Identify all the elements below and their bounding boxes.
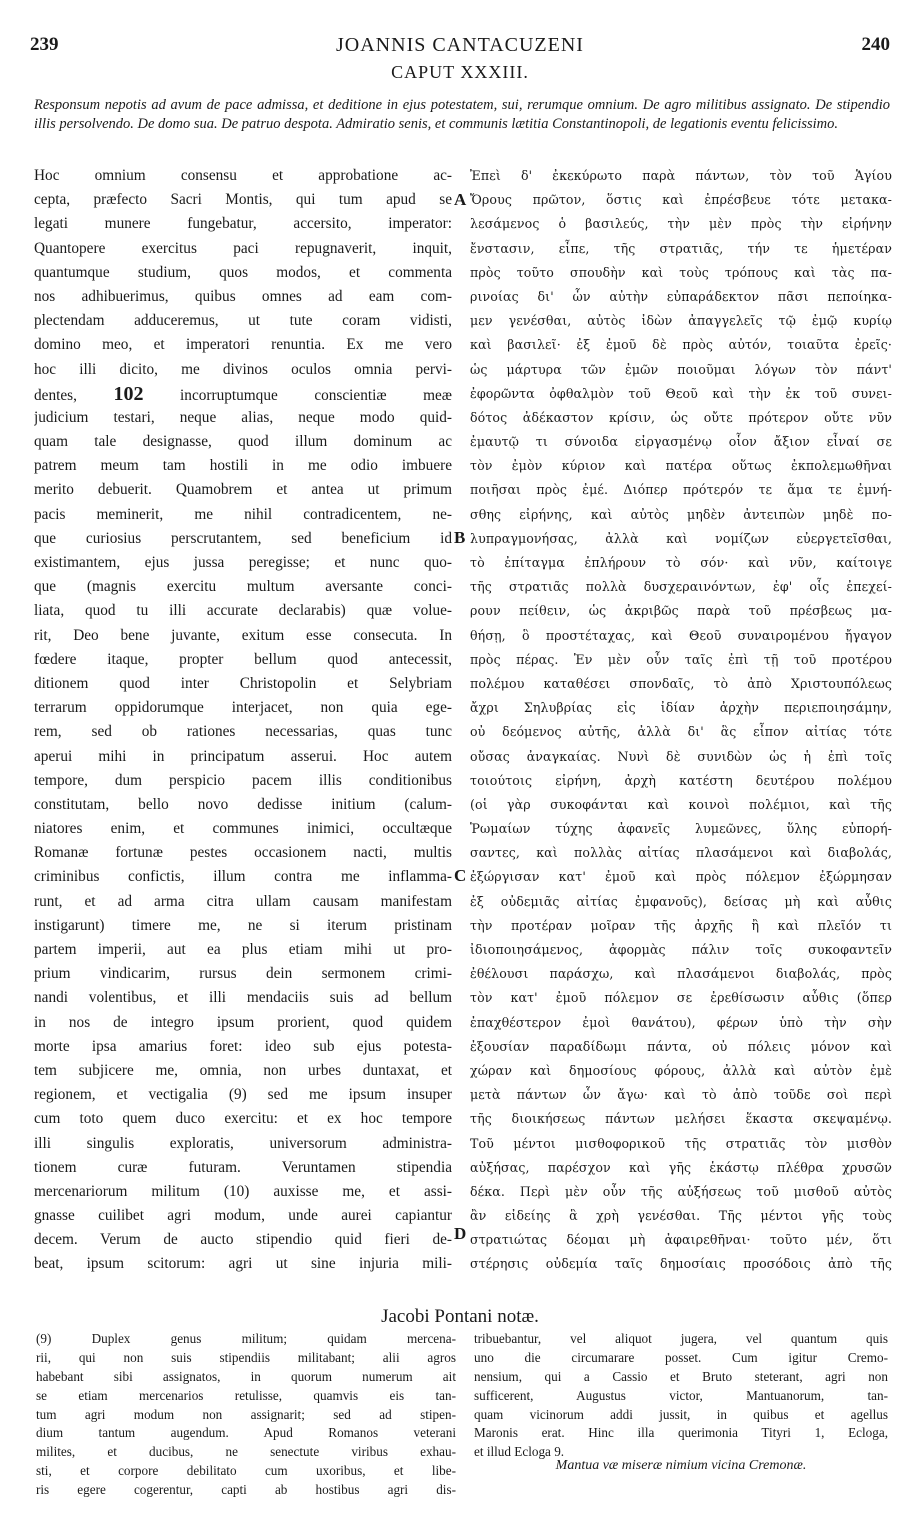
text-line: πολέμου καταθέσει σπονδαῖς, τὸ ἀπὸ Χριστουπόλεως [470,675,892,691]
text-line: mercenariorum militum (10) auxisse me, et assi- [34,1182,452,1200]
margin-letter-b: B [454,528,466,547]
text-line: tionem curæ futuram. Veruntamen stipendia [34,1158,452,1176]
margin-letter-c: C [454,866,467,885]
text-line: Τοῦ μέντοι μισθοφορικοῦ τῆς στρατιᾶς τὸν μισθὸν [470,1135,892,1151]
text-line: nandi volentibus, et illi mendaciis suis ad bellum [34,989,452,1007]
text-line: quantumque studium, quos modos, et commenta [34,263,452,281]
notes-left-column [36,1330,456,1500]
text-line: niatores enim, et communes inimici, occultæque [34,820,452,838]
text-line: ὡς μάρτυρα τῶν ἐμῶν ποιοῦμαι λόγων τὸν πάντ' [470,361,892,377]
text-line: Ἐπεὶ δ' ἐκεκύρωτο παρὰ πάντων, τὸν τοῦ Ἁγίου [470,168,892,183]
margin-letter-d: D [454,1224,467,1243]
text-line: partem imperii, aut ea plus etiam mihi ut pro- [34,941,452,958]
text-line: Quantopere exercitus paci repugnaverit, inquit, [34,239,452,257]
text-line: ρουν πείθειν, ὡς ἀκριβῶς παρὰ τοῦ πρέσβεως μα- [470,603,892,619]
text-line: οὔσας ἀναγκαίας. Νυνὶ δὲ συνιδὼν ὡς ἡ ἐπὶ τοῖς [470,748,892,764]
text-line: ἄχρι Σηλυβρίας εἰς ἰδίαν ἀρχὴν περιεποιησάμην, [470,700,892,716]
text-line: ἐμαυτῷ τι σύνοιδα εἰργασμένῳ οἷον ἄξιον εἶναί σε [470,434,892,450]
text-line: liata, quod tu illi accurate declarabis) quæ volue- [34,602,452,620]
text-line: que (magnis exercitu multum aversante conci- [34,578,452,596]
text-line: ἐφορῶντα ὀφθαλμὸν τοῦ Θεοῦ καὶ τὴν ἐκ τοῦ συνει- [470,385,892,401]
text-line: τὸν ἐμὸν κύριον καὶ πατέρα οὕτως ἐκπολεμωθῆναι [470,458,892,474]
note-line: milites, et ducibus, ne senectute viribus exhau- [36,1444,456,1460]
text-line: ποιῆσαι πρὸς ἐμέ. Διόπερ πρότερόν τε ἅμα τε ἐμνή- [470,482,892,498]
latin-text-column [34,164,452,1277]
text-line: στέρησις οὐδεμία ταῖς δημοσίαις προσόδοις ἀπὸ τῆς [470,1256,892,1272]
text-line: ρινοίας δι' ὧν αὐτὴν εὐπαράδεκτον πᾶσι πεποίηκα- [470,288,892,304]
text-fragment: incorruptumque conscientiæ meæ [143,386,452,404]
text-line: μεν γενέσθαι, αὐτὸς ἰδὼν ἀπαγγελεῖς τῷ ἐμῷ κυρίῳ [470,313,892,329]
text-line: decem. Verum de aucto stipendio quid fieri de- [34,1231,452,1249]
greek-text-column [470,164,892,1277]
text-line: αὐξήσας, παρέσχον καὶ γῆς ἑκάστῳ πλέθρα χρυσῶν [470,1159,892,1175]
text-line: τὴν προτέραν μοῖραν τῆς ἀρχῆς ἢ καὶ πλεῖόν τι [470,917,892,933]
text-line: aperui mihi in principatum asserui. Hoc autem [34,747,452,765]
text-line: Hoc omnium consensu et approbatione ac- [34,167,452,184]
note-line: Maronis erat. Hinc illa querimonia Tityri 1, Ecloga, [474,1425,888,1441]
text-fragment: dentes, [34,386,114,404]
note-line: sufficerent, Augustus victor, Mantuanorum, tan- [474,1387,888,1403]
text-line: legati munere fungebatur, accersito, imperator: [34,215,452,233]
page-number-left: 239 [30,34,59,55]
note-line: uno die circumarare posset. Cum igitur Cremo- [474,1349,888,1365]
chapter-heading: CAPUT XXXIII. [391,62,529,82]
text-line: regionem, et vectigalia (9) sed me ipsum insuper [34,1086,452,1104]
text-line: cum toto quem duco exercitu: et ex hoc tempore [34,1110,452,1128]
text-line: existimantem, ejus jussa peregisse; et nunc quo- [34,554,452,571]
note-line: dium tantum augendum. Apud Romanos veterani [36,1425,456,1441]
text-line: ἐπαχθέστερον ἐμοὶ θανάτου), φέρων ὑπὸ τὴν σὴν [470,1014,892,1030]
text-line: λεσάμενος ὁ βασιλεύς, τὴν μὲν πρὸς τὴν εἰρήνην [470,216,892,232]
text-line: οὐ δεόμενος αὐτῆς, ἀλλὰ δι' ἃς εἶπον αἰτίας τότε [470,724,892,740]
text-line: gnasse cuilibet agri modum, unde aurei capiantur [34,1207,452,1225]
note-line: ris egere cogerentur, capti ab hostibus agri dis- [36,1482,456,1498]
text-line: καὶ βασιλεῖ· ἐξ ἐμοῦ δὲ πρὸς αὐτόν, τοιαῦτα ἐρεῖς· [470,337,892,353]
note-line: se etiam mercenarios retulisse, quamvis eis tan- [36,1387,456,1403]
page-number-right: 240 [861,34,890,55]
text-line: στρατιώτας δέομαι μὴ ἀφαιρεθῆναι· τοῦτο μέν, ὅτι [470,1232,892,1248]
text-line: σθης εἰρήνης, καὶ αὐτὸς μηδὲν ἀντειπὼν μηδὲ πο- [470,506,892,522]
text-line: morte ipsa amarius foret: ideo sub ejus potesta- [34,1037,452,1055]
notes-right-column [474,1330,888,1462]
text-line: domino meo, et imperatori renuntia. Ex me vero [34,336,452,354]
running-title: JOANNIS CANTACUZENI [336,34,584,56]
text-line: instigarunt) timere me, ne si iterum pristinam [34,916,452,934]
text-line: pacis meminerit, me nihil contradicentem, ne- [34,505,452,523]
text-line: ἐξώργισαν κατ' ἐμοῦ καὶ πρὸς πόλεμον ἐξώρμησαν [470,869,892,885]
text-line: ἐθέλουσι παράσχω, καὶ πλασάμενοι διαβολάς, πρὸς [470,966,892,982]
text-line: τοιούτοις εἰρήνη, ἀρχὴ κατέστη δευτέρου πολέμου [470,772,892,788]
text-line: ἰδιοποιησάμενος, ἀφορμὰς πάλιν τοῖς συκοφαντεῖν [470,942,892,957]
page-marker-numeral: 102 [113,382,144,405]
text-line: in nos de integro ipsum prorient, quod quidem [34,1013,452,1031]
notes-title: Jacobi Pontani notæ. [381,1306,539,1327]
text-line: rit, Deo bene juvante, exitum esse consecuta. In [34,626,452,644]
text-line: ditionem quod inter Christopolin et Selybriam [34,674,452,692]
margin-letter-a: A [454,190,467,209]
text-line: hoc illi dicito, me divinos oculos omnia pervi- [34,360,452,378]
text-line: δότος ἀδέκαστον κρίσιν, ὡς οὔτε πρότερον οὔτε νῦν [470,409,892,425]
text-line: prium vindicarim, rursus dein sermonem crimi- [34,965,452,983]
text-line: fœdere itaque, propter bellum quod antecessit, [34,650,452,668]
text-line: constitutam, bello novo dedisse initium (calum- [34,795,452,813]
note-line: rii, qui non suis stipendiis militabant; alii agros [36,1349,456,1365]
text-line: illi singulis exploratis, universorum administra- [34,1134,452,1152]
text-line: Romanæ fortunæ pestes occasionem nacti, multis [34,844,452,862]
text-line: rem, sed ob rationes necessarias, quas tunc [34,723,452,741]
note-line: sti, et corpore debilitato cum uxoribus, et libe- [36,1463,456,1479]
note-line: habebant sibi assignatos, in quorum numerum ait [36,1368,456,1384]
text-line: θήσῃ, ὃ προστέταχας, καὶ Θεοῦ συναιρομένου ἤγαγον [470,627,892,643]
text-line: τῆς στρατιᾶς πολλὰ δυσχεραινόντων, ἐφ' οἷς ἐπεχεί- [470,579,892,595]
note-line: nensium, qui a Cassio et Bruto steterant, agri non [474,1368,888,1384]
note-line: (9) Duplex genus militum; quidam mercena- [36,1331,456,1346]
text-line: τὸ ἐπίταγμα ἐπλήρουν τὸ σόν· καὶ νῦν, καίτοιγε [470,555,892,570]
text-line: que curiosius perscrutantem, sed beneficium id [34,529,452,547]
text-line: χώραν καὶ δημοσίους φόρους, ἀλλὰ καὶ αὐτὸν ἐμὲ [470,1062,892,1078]
text-line: patrem meum tam hostili in me odio imbuere [34,457,452,475]
text-line: plectendam adduceremus, ut tute coram vidisti, [34,312,452,330]
text-line: quam tale designasse, quod illum dominum ac [34,433,452,451]
text-line: ἂν εἰδείης ἃ χρὴ γενέσθαι. Τῆς μέντοι γῆς τοὺς [470,1208,892,1224]
text-line: tem subjicere me, omnia, non urbes duntaxat, et [34,1061,452,1079]
notes-quote: Mantua væ miseræ nimium vicina Cremonæ. [555,1458,807,1473]
note-line: tribuebantur, vel aliquot jugera, vel quantum quis [474,1331,888,1346]
text-line: ἐξουσίαν παραδίδωμι πάντα, οὐ πόλεις μόνον καὶ [470,1038,892,1054]
text-line: ἐξ οὐδεμιᾶς αἰτίας ἐμφανοῦς), δείσας μὴ καὶ αὖθις [470,893,892,909]
text-line: (οἱ γὰρ συκοφάνται καὶ κοινοὶ πολέμιοι, καὶ τῆς [470,796,892,812]
text-line: merito debuerit. Quamobrem et antea ut primum [34,481,452,499]
running-header [30,34,890,58]
text-line: δέκα. Περὶ μὲν οὖν τῆς αὐξήσεως τοῦ μισθοῦ αὐτὸς [470,1183,892,1199]
note-line: tum agri modum non assignarit; sed ad stipen- [36,1406,456,1422]
text-line: nos adhibuerimus, quibus omnes ad eam com- [34,287,452,305]
text-line: Ῥωμαίων τύχης ἀφανεῖς λυμεῶνες, ὕλης εὐπορή- [470,821,892,837]
chapter-argument: Responsum nepotis ad avum de pace admissa, et deditione in ejus potestatem, sui, rerumque omnium. De agro militibus assignato. De stipendio illis persolvendo. De domo sua. De patruo despota. Admiratio senis, et communis lætitia Constantinopoli, de legationis eventu felicissimo. [34,97,890,132]
text-line: terrarum oppidorumque interjacet, non quia ege- [34,699,452,717]
text-line: μετὰ πάντων ὧν ἄγω· καὶ τὸ ἀπὸ τοῦδε σοὶ περὶ [470,1087,892,1103]
note-line: quam vicinorum addi jussit, in quibus et agellus [474,1406,888,1422]
text-line: πρὸς πέρας. Ἐν μὲν οὖν ταῖς ἐπὶ τῇ τοῦ προτέρου [470,651,892,667]
text-line: πρὸς τοῦτο σπουδὴν καὶ τοὺς τρόπους καὶ τὰς πα- [470,264,892,280]
text-line: σαντες, καὶ πολλὰς αἰτίας πλασάμενοι καὶ διαβολάς, [470,845,892,861]
text-line: judicium testari, neque alias, neque modo quid- [34,408,452,426]
text-line: tempore, dum perspicio pacem illis conditionibus [34,771,452,789]
text-line: cepta, præfecto Sacri Montis, qui tum apud se [34,191,452,209]
text-line: τὸν κατ' ἐμοῦ πόλεμον σε ἐρεθίσωσιν αὖθις (ὅπερ [470,990,892,1006]
text-line: beat, ipsum scitorum: agri ut sine injuria mili- [34,1255,452,1273]
text-line: Ὄρους πρῶτον, ὅστις καὶ ἐπρέσβευε τότε μετακα- [470,192,892,208]
note-line: et illud Ecloga 9. [474,1444,565,1460]
text-line: ἔνστασιν, εἶπε, τῆς στρατιᾶς, τήν τε ἡμετέραν [470,240,892,256]
text-line: λυπραγμονήσας, ἀλλὰ καὶ νομίζων εὐεργετεῖσθαι, [470,530,892,546]
text-line: τῆς διοικήσεως πάντων μελήσει ἕκαστα σκεψαμένῳ. [470,1111,892,1127]
text-line [34,382,452,406]
text-line: runt, et ad arma citra ullam causam manifestam [34,892,452,910]
text-line: criminibus confictis, illum contra me inflamma- [34,868,452,886]
